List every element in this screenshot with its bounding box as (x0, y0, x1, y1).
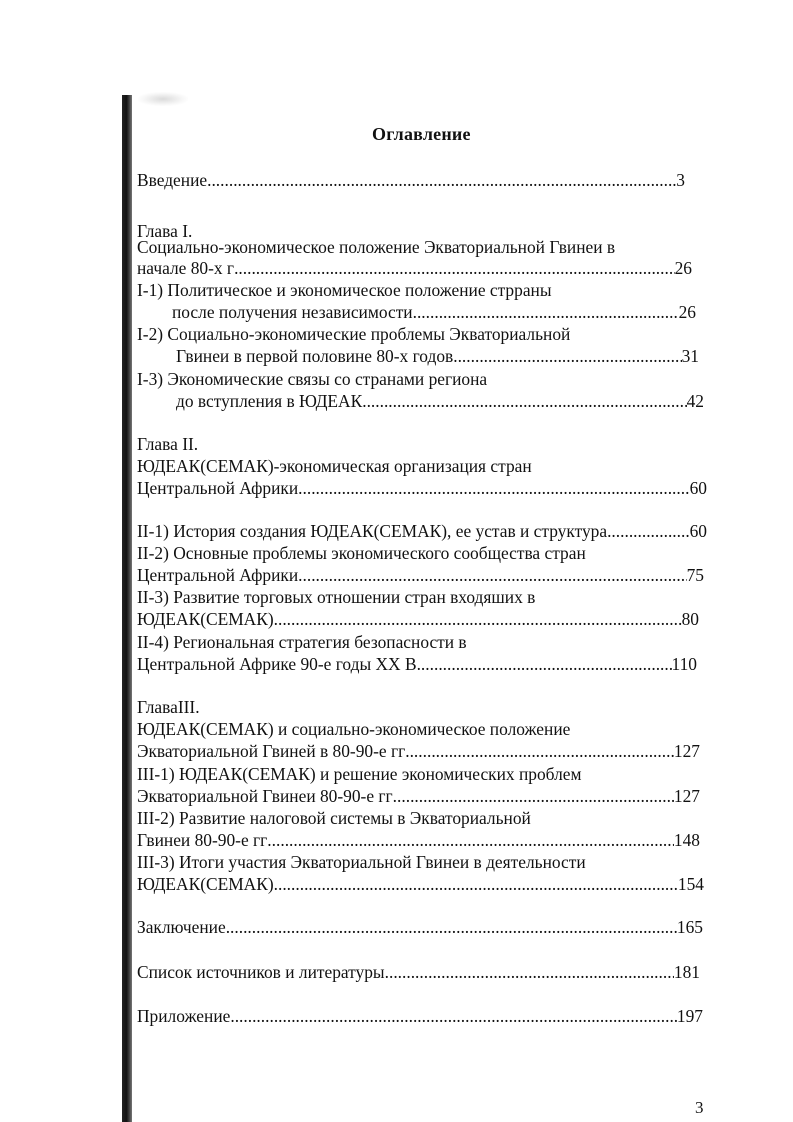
chapter-heading: Глава I. (137, 221, 193, 241)
toc-entry-chapter-3 (137, 741, 700, 761)
leader-dots (417, 654, 672, 674)
toc-entry-text: ЮДЕАК(СЕМАК) (137, 874, 274, 894)
toc-page-number: 26 (678, 302, 696, 322)
section-title-line: I-2) Социально-экономические проблемы Экваториальной (137, 324, 571, 344)
section-title-line: I-1) Политическое и экономическое положение стрраны (137, 280, 552, 300)
toc-entry-text: ЮДЕАК(СЕМАК) (137, 609, 274, 629)
toc-page-number: 148 (673, 830, 700, 850)
toc-entry-chapter-2 (137, 478, 707, 498)
toc-entry-text: Заключение (137, 917, 226, 937)
toc-entry-sources (137, 962, 700, 982)
leader-dots (226, 917, 677, 937)
toc-page-number: 197 (676, 1006, 703, 1026)
toc-entry-text: Экваториальной Гвиней в 80-90-е гг (137, 741, 406, 761)
toc-page-number: 75 (686, 565, 704, 585)
toc-entry-section-1-2 (176, 346, 699, 366)
section-title-line: I-3) Экономические связы со странами региона (137, 369, 488, 389)
page-title: Оглавление (372, 124, 471, 144)
toc-entry-text: Приложение (137, 1006, 231, 1026)
toc-page-number: 181 (673, 962, 700, 982)
toc-page-number: 110 (671, 654, 697, 674)
toc-entry-text: Гвинеи в первой половине 80-х годов (176, 346, 454, 366)
toc-page-number: 3 (676, 170, 685, 190)
toc-entry-intro (137, 170, 685, 190)
toc-entry-appendix (137, 1006, 703, 1026)
toc-entry-text: Введение (137, 170, 208, 190)
toc-page-number: 127 (673, 786, 700, 806)
binding-shadow (122, 95, 132, 1122)
toc-entry-section-1-1 (172, 302, 696, 322)
toc-entry-section-1-3 (176, 391, 704, 411)
scan-smudge (138, 92, 188, 106)
leader-dots (385, 962, 674, 982)
toc-entry-section-3-2 (137, 830, 700, 850)
toc-page-number: 154 (677, 874, 704, 894)
toc-page-number: 127 (673, 741, 700, 761)
toc-entry-text: начале 80-х г (137, 258, 235, 278)
leader-dots (207, 170, 676, 190)
leader-dots (230, 1006, 677, 1026)
leader-dots (274, 609, 682, 629)
leader-dots (413, 302, 679, 322)
section-title-line: II-3) Развитие торговых отношении стран входяших в (137, 587, 536, 607)
section-title-line: III-3) Итоги участия Экваториальной Гвинеи в деятельности (137, 852, 586, 872)
leader-dots (393, 786, 674, 806)
leader-dots (453, 346, 681, 366)
chapter-heading: ГлаваIII. (137, 697, 200, 717)
section-title-line: II-2) Основные проблемы экономического сообщества стран (137, 543, 586, 563)
section-title-line: III-1) ЮДЕАК(СЕМАК) и решение экономических проблем (137, 764, 582, 784)
toc-entry-section-2-3 (137, 609, 699, 629)
chapter-title-line: ЮДЕАК(СЕМАК)-экономическая организация стран (137, 456, 532, 476)
leader-dots (405, 741, 674, 761)
toc-entry-text: II-1) История создания ЮДЕАК(СЕМАК), ее устав и структура (137, 521, 608, 541)
leader-dots (234, 258, 675, 278)
toc-entry-text: до вступления в ЮДЕАК (176, 391, 363, 411)
toc-entry-section-2-2 (137, 565, 704, 585)
toc-entry-text: Гвинеи 80-90-е гг (137, 830, 268, 850)
toc-page-number: 165 (676, 917, 703, 937)
leader-dots (362, 391, 686, 411)
page-footer-number: 3 (695, 1098, 704, 1117)
toc-page-number: 80 (681, 609, 699, 629)
leader-dots (267, 830, 674, 850)
toc-entry-chapter-1 (137, 258, 692, 278)
toc-page-number: 31 (681, 346, 699, 366)
toc-entry-section-3-3 (137, 874, 704, 894)
leader-dots (607, 521, 690, 541)
toc-entry-text: Список источников и литературы (137, 962, 385, 982)
toc-page-number: 60 (689, 478, 707, 498)
toc-entry-section-2-1 (137, 521, 707, 541)
toc-entry-text: Центральной Африки (137, 478, 299, 498)
toc-entry-section-2-4 (137, 654, 697, 674)
leader-dots (298, 478, 689, 498)
chapter-heading: Глава II. (137, 434, 199, 454)
toc-page-number: 60 (689, 521, 707, 541)
toc-page-number: 42 (686, 391, 704, 411)
toc-entry-text: Центральной Африки (137, 565, 299, 585)
section-title-line: II-4) Региональная стратегия безопасности в (137, 632, 467, 652)
toc-entry-text: Центральной Африке 90-е годы XX В (137, 654, 417, 674)
chapter-title-line: ЮДЕАК(СЕМАК) и социально-экономическое положение (137, 719, 571, 739)
toc-entry-section-3-1 (137, 786, 700, 806)
section-title-line: III-2) Развитие налоговой системы в Экваториальной (137, 808, 531, 828)
toc-entry-text: Экваториальной Гвинеи 80-90-е гг (137, 786, 393, 806)
leader-dots (274, 874, 678, 894)
chapter-title-line: Социально-экономическое положение Экваториальной Гвинеи в (137, 237, 616, 257)
toc-entry-text: после получения независимости (172, 302, 413, 322)
toc-entry-conclusion (137, 917, 703, 937)
toc-page-number: 26 (674, 258, 692, 278)
leader-dots (298, 565, 686, 585)
